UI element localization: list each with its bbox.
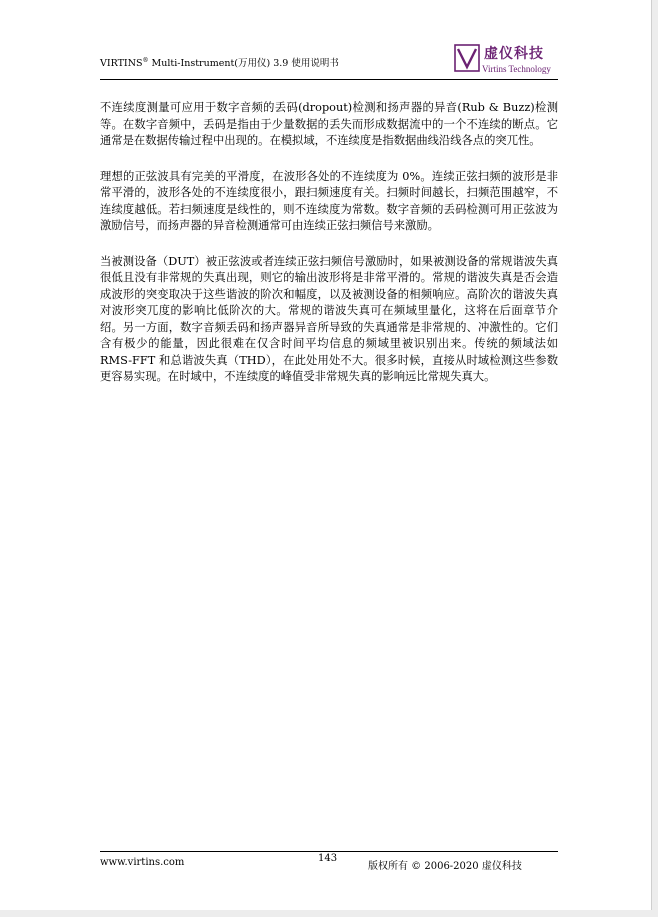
logo-english-name: Virtins Technology [482, 64, 551, 74]
company-logo [454, 40, 558, 78]
document-title-brand: VIRTINS [100, 58, 143, 69]
header-divider [100, 79, 558, 80]
paragraph-discontinuity-intro: 不连续度测量可应用于数字音频的丢码(dropout)检测和扬声器的异音(Rub & Buzz)检测等。在数字音频中，丢码是指由于少量数据的丢失而形成数据流中的一个不连续的断点。它通常是在数据传输过程中出现的。在模拟域，不连续度是指数据曲线沿线各点的突兀性。 [100, 101, 558, 147]
paragraph-dut-distortion: 当被测设备（DUT）被正弦波或者连续正弦扫频信号激励时，如果被测设备的常规谐波失真很低且没有非常规的失真出现，则它的输出波形将是非常平滑的。常规的谐波失真是否会造成波形的突变取决于这些谐波的阶次和幅度，以及被测设备的相频响应。高阶次的谐波失真对波形突兀度的影响比低阶次的大。常规的谐波失真可在频域里量化，这将在后面章节介绍。另一方面，数字音频丢码和扬声器异音所导致的失真通常是非常规的、冲激性的。它们含有极少的能量，因此很难在仅含时间平均信息的频域里被识别出来。传统的频域法如 RMS-FFT 和总谐波失真（THD），在此处用处不大。很多时候，直接从时域检测这些参数更容易实现。在时域中，不连续度的峰值受非常规失真的影响远比常规失真大。 [100, 254, 558, 383]
page-edge-shadow-right [652, 0, 658, 917]
page-footer [100, 851, 558, 871]
document-title-rest: Multi-Instrument(万用仪) 3.9 使用说明书 [148, 58, 339, 69]
page-number: 143 [318, 853, 338, 864]
paragraph-sine-wave: 理想的正弦波具有完美的平滑度，在波形各处的不连续度为 0%。连续正弦扫频的波形是非常平滑的，波形各处的不连续度很小，跟扫频速度有关。扫频时间越长，扫频范围越窄，不连续度越低。若扫频速度是线性的，则不连续度为常数。数字音频的丢码检测可用正弦波为激励信号，而扬声器的异音检测通常可由连续正弦扫频信号来激励。 [100, 169, 558, 232]
page-body [100, 100, 558, 405]
page-header [100, 40, 558, 82]
registered-mark: ® [142, 56, 149, 64]
footer-divider [100, 851, 558, 852]
logo-v-icon [454, 44, 480, 72]
footer-website: www.virtins.com [100, 857, 185, 868]
footer-copyright: 版权所有 © 2006-2020 虚仪科技 [368, 861, 522, 872]
page-edge-right [651, 0, 652, 917]
logo-chinese-name: 虚仪科技 [484, 46, 544, 62]
page-edge-bottom [0, 910, 658, 917]
document-title [100, 55, 339, 69]
